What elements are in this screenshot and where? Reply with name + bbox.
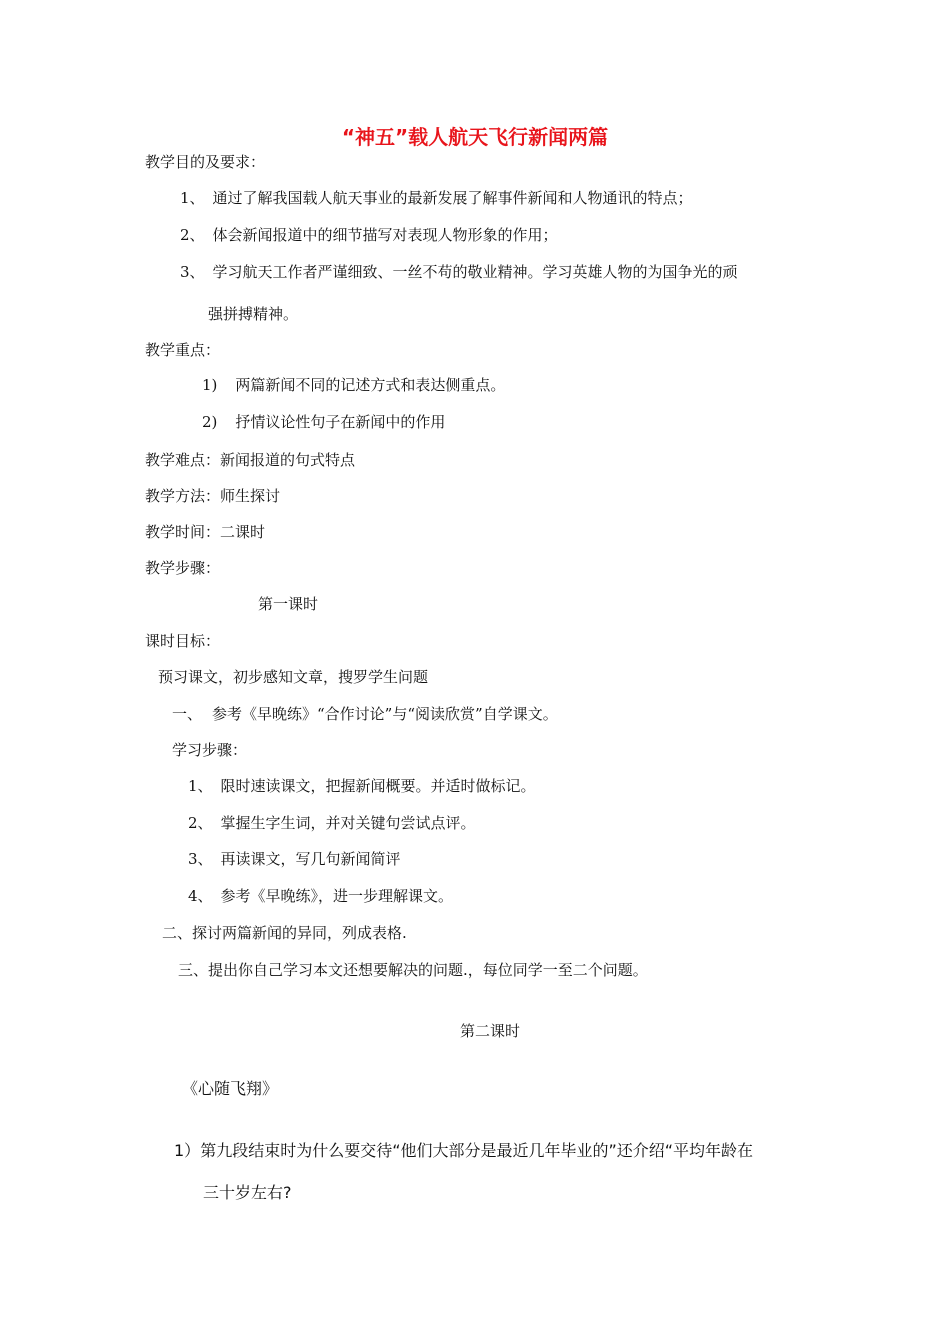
item-number: 4、 bbox=[188, 887, 213, 905]
key-points-heading: 教学重点： bbox=[145, 341, 221, 359]
lesson1-goal-heading: 课时目标： bbox=[145, 632, 221, 650]
objectives-heading: 教学目的及要求： bbox=[145, 153, 266, 171]
steps-heading: 教学步骤： bbox=[145, 559, 221, 577]
difficulty-line: 教学难点：新闻报道的句式特点 bbox=[145, 451, 356, 469]
item-number: 2) bbox=[202, 413, 218, 431]
item-text: 抒情议论性句子在新闻中的作用 bbox=[235, 413, 446, 431]
lesson2-heading: 第二课时 bbox=[460, 1022, 521, 1040]
study-steps-heading: 学习步骤： bbox=[172, 741, 248, 759]
item-text: 参考《早晚练》“合作讨论”与“阅读欣赏”自学课文。 bbox=[212, 705, 558, 723]
lesson1-heading: 第一课时 bbox=[258, 595, 319, 613]
item-number: 1） bbox=[174, 1141, 201, 1160]
time-line: 教学时间：二课时 bbox=[145, 523, 266, 541]
key-point-item-1 bbox=[202, 375, 505, 395]
item-number: 2、 bbox=[188, 814, 213, 832]
key-point-item-2 bbox=[202, 412, 445, 432]
item-number: 3、 bbox=[188, 850, 213, 868]
lesson1-goal: 预习课文，初步感知文章，搜罗学生问题 bbox=[158, 668, 429, 686]
lesson1-part3: 三、提出你自己学习本文还想要解决的问题.，每位同学一至二个问题。 bbox=[178, 961, 648, 979]
objective-item-3-continuation: 强拼搏精神。 bbox=[208, 305, 299, 323]
item-text: 限时速读课文，把握新闻概要。并适时做标记。 bbox=[220, 777, 536, 795]
item-text: 通过了解我国载人航天事业的最新发展了解事件新闻和人物通讯的特点； bbox=[212, 189, 693, 207]
item-text: 学习航天工作者严谨细致、一丝不苟的敬业精神。学习英雄人物的为国争光的顽 bbox=[212, 263, 738, 281]
study-step-3 bbox=[188, 849, 401, 869]
document-title: “神五”载人航天飞行新闻两篇 bbox=[341, 125, 609, 149]
item-number: 一、 bbox=[172, 705, 203, 723]
study-step-1 bbox=[188, 776, 536, 796]
item-text: 第九段结束时为什么要交待“他们大部分是最近几年毕业的”还介绍“平均年龄在 bbox=[200, 1141, 754, 1160]
lesson2-article-title: 《心随飞翔》 bbox=[182, 1079, 279, 1098]
item-text: 体会新闻报道中的细节描写对表现人物形象的作用； bbox=[212, 226, 558, 244]
lesson2-question-1 bbox=[174, 1140, 753, 1162]
study-step-4 bbox=[188, 886, 453, 906]
item-text: 再读课文，写几句新闻简评 bbox=[220, 850, 401, 868]
item-number: 1、 bbox=[180, 189, 205, 207]
item-text: 两篇新闻不同的记述方式和表达侧重点。 bbox=[235, 376, 506, 394]
method-line: 教学方法：师生探讨 bbox=[145, 487, 281, 505]
item-number: 2、 bbox=[180, 226, 205, 244]
lesson1-part1 bbox=[172, 704, 558, 724]
study-step-2 bbox=[188, 813, 476, 833]
item-number: 1) bbox=[202, 376, 218, 394]
item-number: 3、 bbox=[180, 263, 205, 281]
item-number: 1、 bbox=[188, 777, 213, 795]
item-text: 掌握生字生词，并对关键句尝试点评。 bbox=[220, 814, 476, 832]
lesson2-question-1-continuation: 三十岁左右? bbox=[203, 1183, 292, 1202]
objective-item-1 bbox=[180, 188, 693, 208]
lesson1-part2: 二、探讨两篇新闻的异同，列成表格. bbox=[162, 924, 407, 942]
item-text: 参考《早晚练》，进一步理解课文。 bbox=[220, 887, 454, 905]
objective-item-2 bbox=[180, 225, 558, 245]
objective-item-3 bbox=[180, 262, 738, 282]
